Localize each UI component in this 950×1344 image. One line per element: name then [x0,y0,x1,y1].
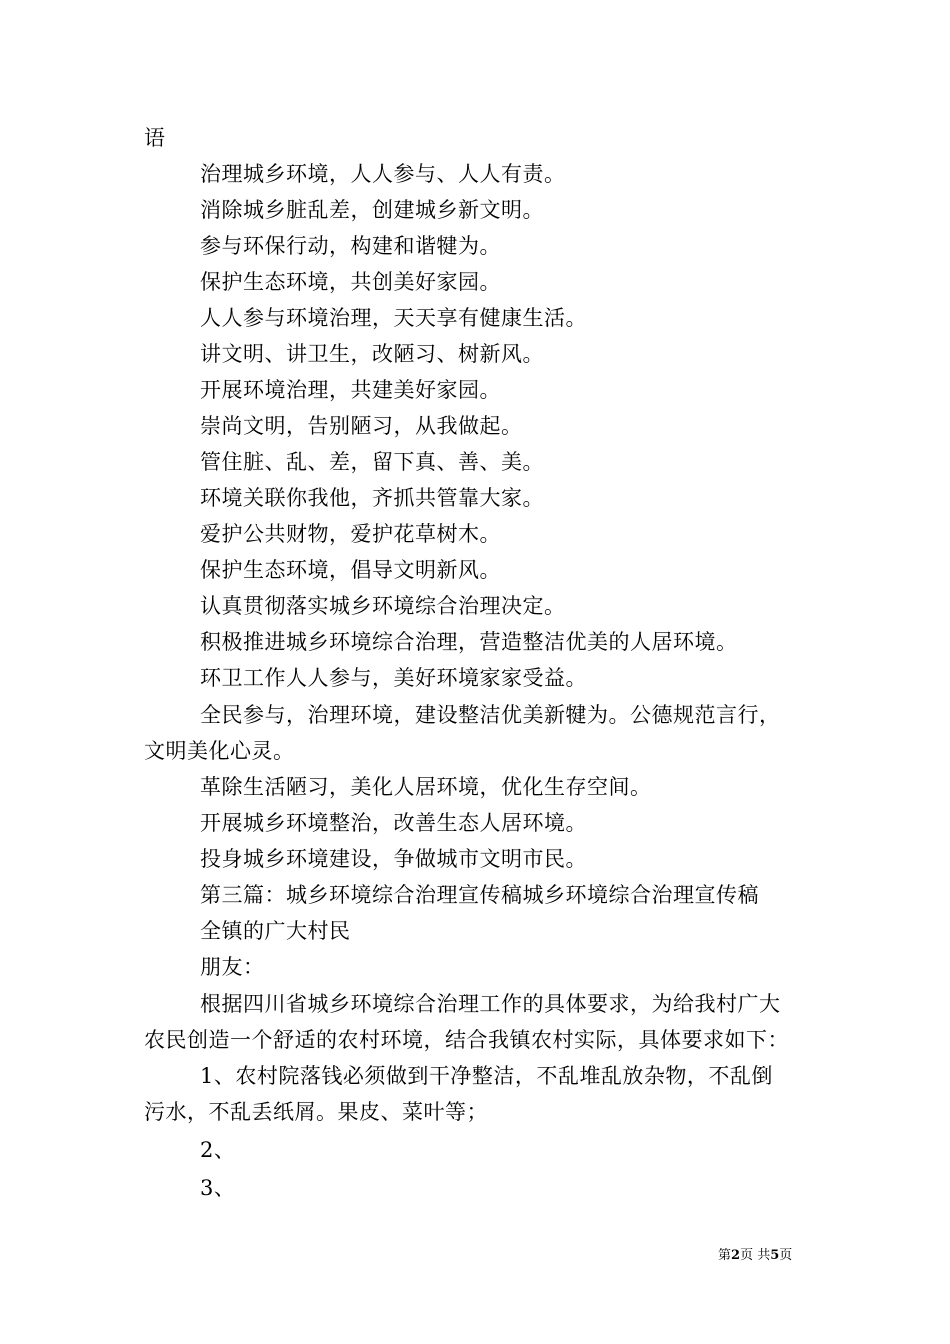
text-line: 环卫工作人人参与，美好环境家家受益。 [200,666,587,690]
text-line: 朋友： [200,955,265,979]
text-line: 根据四川省城乡环境综合治理工作的具体要求，为给我村广大 [200,992,781,1016]
text-line: 文明美化心灵。 [144,739,295,763]
text-line: 污水，不乱丢纸屑。果皮、菜叶等； [144,1100,488,1124]
text-line: 讲文明、讲卫生，改陋习、树新风。 [200,342,544,366]
text-line: 农民创造一个舒适的农村环境，结合我镇农村实际，具体要求如下： [144,1028,789,1052]
text-line: 保护生态环境，倡导文明新风。 [200,558,501,582]
text-line: 语 [144,126,166,150]
text-line: 1、农村院落钱必须做到干净整洁，不乱堆乱放杂物，不乱倒 [200,1064,773,1088]
text-line: 人人参与环境治理，天天享有健康生活。 [200,306,587,330]
text-line: 环境关联你我他，齐抓共管靠大家。 [200,486,544,510]
text-line: 保护生态环境，共创美好家园。 [200,270,501,294]
text-line: 崇尚文明，告别陋习，从我做起。 [200,414,523,438]
text-line: 参与环保行动，构建和谐犍为。 [200,234,501,258]
text-line: 投身城乡环境建设，争做城市文明市民。 [200,847,587,871]
text-line: 全镇的广大村民 [200,919,351,943]
text-line: 开展城乡环境整治，改善生态人居环境。 [200,811,587,835]
current-page-number: 2 [731,1248,741,1263]
text-line: 全民参与，治理环境，建设整洁优美新犍为。公德规范言行， [200,703,781,727]
page-footer [718,1249,792,1262]
text-line: 消除城乡脏乱差，创建城乡新文明。 [200,198,544,222]
footer-suffix: 页 [779,1248,793,1263]
text-line: 管住脏、乱、差，留下真、善、美。 [200,450,544,474]
text-line: 开展环境治理，共建美好家园。 [200,378,501,402]
text-line: 革除生活陋习，美化人居环境，优化生存空间。 [200,775,652,799]
text-line: 2、 [200,1138,236,1162]
footer-prefix: 第 [718,1248,732,1263]
footer-middle: 页 共 [740,1248,771,1263]
text-line: 爱护公共财物，爱护花草树木。 [200,522,501,546]
text-line: 3、 [200,1176,236,1200]
total-pages-number: 5 [770,1248,780,1263]
text-line: 治理城乡环境，人人参与、人人有责。 [200,162,566,186]
text-line: 认真贯彻落实城乡环境综合治理决定。 [200,594,566,618]
text-line: 积极推进城乡环境综合治理，营造整洁优美的人居环境。 [200,630,738,654]
section-heading: 第三篇：城乡环境综合治理宣传稿城乡环境综合治理宣传稿 [200,883,759,907]
